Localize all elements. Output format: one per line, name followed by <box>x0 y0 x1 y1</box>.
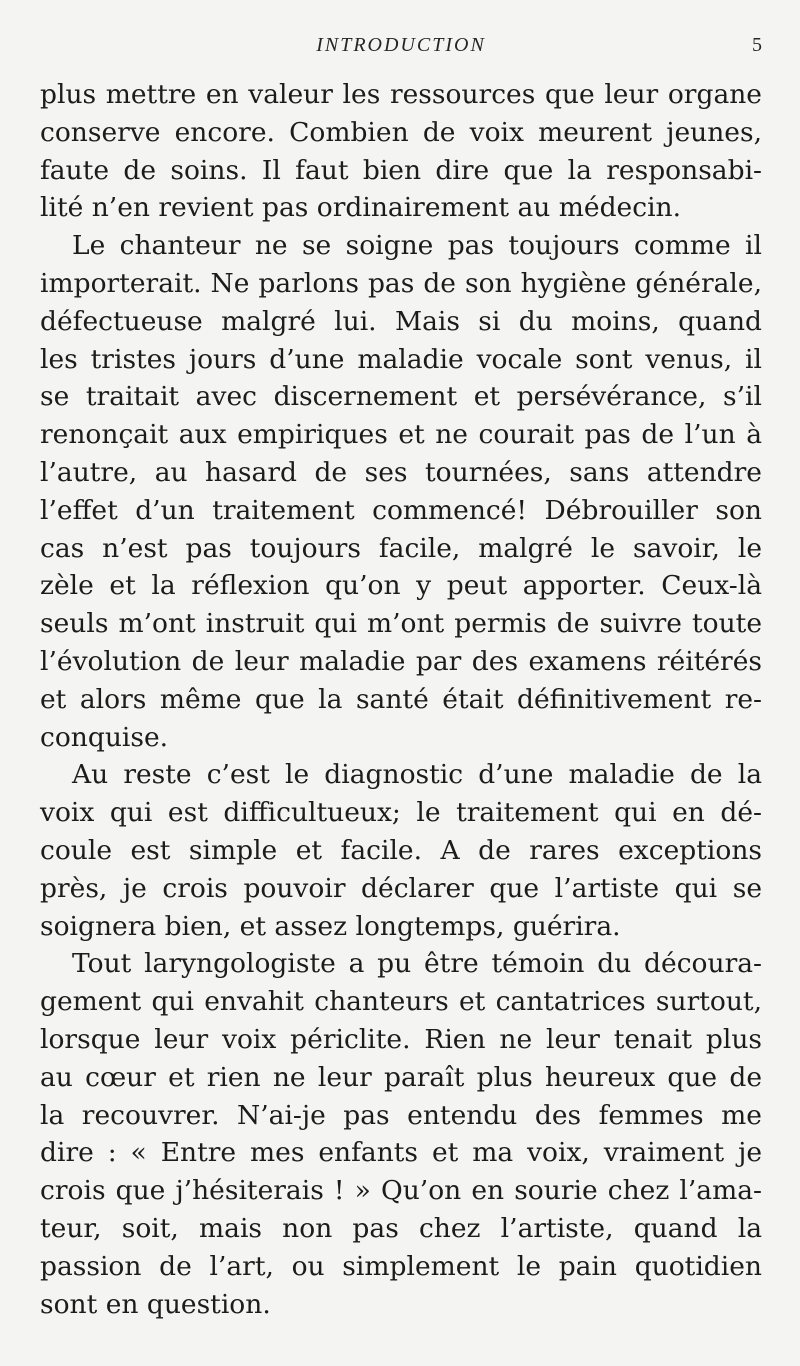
text-line: l’évolution de leur maladie par des examens réitérés <box>40 645 762 677</box>
paragraph <box>40 756 762 945</box>
text-line: conserve encore. Combien de voix meurent jeunes, <box>40 116 762 148</box>
text-line: coule est simple et facile. A de rares exceptions <box>40 834 762 866</box>
text-line: l’effet d’un traitement commencé! Débrouiller son <box>40 494 762 526</box>
text-line: zèle et la réflexion qu’on y peut apporter. Ceux-là <box>40 570 762 602</box>
text-line: conquise. <box>40 721 169 753</box>
text-line: gement qui envahit chanteurs et cantatrices surtout, <box>40 986 762 1018</box>
text-line: au cœur et rien ne leur paraît plus heureux que de <box>40 1061 762 1093</box>
text-line: sont en question. <box>40 1288 271 1320</box>
page-number: 5 <box>752 34 762 56</box>
text-line: Au reste c’est le diagnostic d’une maladie de la <box>72 759 762 791</box>
text-line: Le chanteur ne se soigne pas toujours comme il <box>72 230 762 262</box>
text-line: les tristes jours d’une maladie vocale sont venus, il <box>40 343 762 375</box>
text-line: près, je crois pouvoir déclarer que l’artiste qui se <box>40 872 762 904</box>
text-line: lorsque leur voix périclite. Rien ne leur tenait plus <box>40 1023 762 1055</box>
text-line: lité n’en revient pas ordinairement au médecin. <box>40 192 682 224</box>
text-line: passion de l’art, ou simplement le pain quotidien <box>40 1250 762 1282</box>
paragraph <box>40 76 762 227</box>
text-line: dire : « Entre mes enfants et ma voix, vraiment je <box>40 1137 762 1169</box>
text-line: la recouvrer. N’ai-je pas entendu des femmes me <box>40 1099 762 1131</box>
text-line: renonçait aux empiriques et ne courait pas de l’un à <box>40 419 762 451</box>
body-text <box>40 76 762 1323</box>
text-line: voix qui est difficultueux; le traitement qui en dé- <box>40 797 762 829</box>
text-line: soignera bien, et assez longtemps, guérira. <box>40 910 621 942</box>
paragraph <box>40 945 762 1323</box>
running-title: INTRODUCTION <box>316 34 486 56</box>
text-line: Tout laryngologiste a pu être témoin du découra- <box>72 948 762 980</box>
text-line: teur, soit, mais non pas chez l’artiste, quand la <box>40 1212 762 1244</box>
text-line: seuls m’ont instruit qui m’ont permis de suivre toute <box>40 608 762 640</box>
text-line: l’autre, au hasard de ses tournées, sans attendre <box>40 456 762 488</box>
text-line: cas n’est pas toujours facile, malgré le savoir, le <box>40 532 762 564</box>
paragraph <box>40 227 762 756</box>
text-line: se traitait avec discernement et persévérance, s’il <box>40 381 762 413</box>
text-line: crois que j’hésiterais ! » Qu’on en sourie chez l’ama- <box>40 1175 762 1207</box>
text-line: plus mettre en valeur les ressources que leur organe <box>40 79 762 110</box>
text-line: faute de soins. Il faut bien dire que la responsabi- <box>40 154 762 186</box>
text-line: défectueuse malgré lui. Mais si du moins, quand <box>40 305 762 337</box>
running-head <box>40 34 762 60</box>
text-line: importerait. Ne parlons pas de son hygiène générale, <box>40 267 762 299</box>
text-line: et alors même que la santé était définitivement re- <box>40 683 762 715</box>
